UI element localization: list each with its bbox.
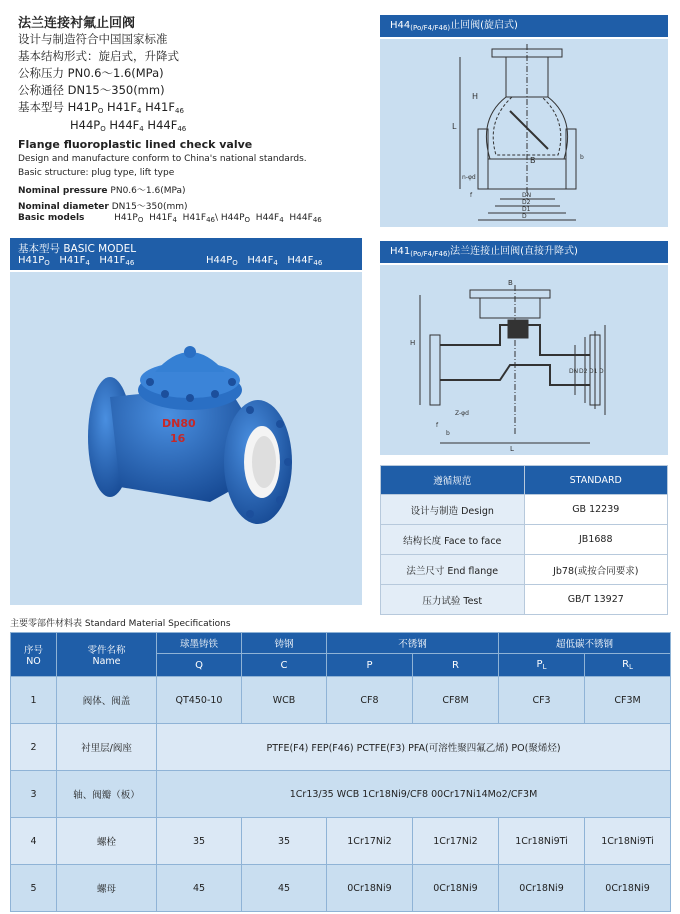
diagram2-drawing <box>380 265 668 455</box>
cell: 45 <box>157 865 242 912</box>
standard-label: 压力试验 Test <box>381 585 525 615</box>
cell-span: PTFE(F4) FEP(F46) PCTFE(F3) PFA(可溶性聚四氟乙烯) PO(聚烯烃) <box>157 724 671 771</box>
standard-value: GB/T 13927 <box>524 585 668 615</box>
model-sub: O <box>232 259 238 267</box>
model-code: \ H44P <box>215 213 245 223</box>
dim-label: f <box>436 422 439 429</box>
sub-part: /F <box>421 250 428 258</box>
cell: 1Cr17Ni2 <box>327 818 413 865</box>
model-sub: 46 <box>313 259 323 267</box>
sub-part: o <box>416 24 422 32</box>
header-no-en: NO <box>26 656 41 667</box>
header-name-en: Name <box>92 656 121 667</box>
header-lowcarbon: 超低碳不锈钢 <box>499 633 671 654</box>
model-code: H44F <box>289 213 313 223</box>
diagram1-header <box>380 15 668 37</box>
row-no: 5 <box>11 865 57 912</box>
model-sub: O <box>244 216 251 224</box>
model-code: H41P <box>67 100 98 114</box>
diagram2-header <box>380 241 668 263</box>
model-code: H41F <box>107 100 137 114</box>
cell: 0Cr18Ni9 <box>499 865 585 912</box>
dim-label: D1 <box>522 206 531 213</box>
standard-label: 法兰尺寸 End flange <box>381 555 525 585</box>
dim-label: B <box>530 156 536 165</box>
cell: CF8M <box>413 677 499 724</box>
code-pl <box>499 654 585 677</box>
material-caption: 主要零部件材料表 Standard Material Specifications <box>10 619 231 629</box>
model-code: H44F <box>255 213 280 223</box>
model-sub: O <box>100 125 106 133</box>
standard-head-left: 遵循规范 <box>381 466 525 495</box>
standard-value: GB 12239 <box>524 495 668 525</box>
cell: 35 <box>157 818 242 865</box>
sub-part: ) <box>447 250 451 258</box>
model-code: H41P <box>18 255 45 266</box>
model-sub: 4 <box>136 107 142 115</box>
header-cast: 铸钢 <box>242 633 327 654</box>
model-sub: 4 <box>139 125 144 133</box>
cell: WCB <box>242 677 327 724</box>
row-name: 螺栓 <box>57 818 157 865</box>
structure-en: Basic structure: plug type, lift type <box>18 168 175 178</box>
dim-label: D2 <box>522 199 531 206</box>
table-row <box>11 724 671 771</box>
dim-label: f <box>470 192 473 199</box>
pressure-value-en: PN0.6～1.6(MPa) <box>110 186 186 196</box>
cell: 0Cr18Ni9 <box>413 865 499 912</box>
dim-label: b <box>446 430 450 437</box>
structure-cn: 基本结构形式：旋启式，升降式 <box>18 49 179 63</box>
dim-label: D <box>599 368 604 375</box>
diameter-value-en: DN15～350(mm) <box>111 202 188 212</box>
model-list-right <box>206 255 322 267</box>
header-no <box>11 633 57 677</box>
code-pl-sub: L <box>542 663 547 671</box>
standard-value: JB1688 <box>524 525 668 555</box>
dim-label: Z-φd <box>455 410 469 417</box>
sub-part: /F <box>432 24 439 32</box>
row-name: 轴、阀瓣（板） <box>57 771 157 818</box>
diagram2-title-model: H41 <box>390 246 411 257</box>
dim-label: D2 <box>579 368 588 375</box>
model-sub: O <box>44 259 50 267</box>
model-sub: O <box>137 216 144 224</box>
check-valve-icon <box>10 272 362 605</box>
models-cn-line1 <box>18 100 184 119</box>
lift-valve-drawing <box>380 265 668 455</box>
row-name: 螺母 <box>57 865 157 912</box>
models-label-cn: 基本型号 <box>18 100 64 114</box>
cell-span: 1Cr13/35 WCB 1Cr18Ni9/CF8 00Cr17Ni14Mo2/CF3M <box>157 771 671 818</box>
dim-label: D1 <box>589 368 598 375</box>
model-sub: 46 <box>125 259 135 267</box>
model-sub: 4 <box>85 259 90 267</box>
pressure-en <box>18 183 186 196</box>
sub-part: /F <box>432 250 439 258</box>
model-sub: 46 <box>206 216 215 224</box>
model-code: H41F <box>59 255 86 266</box>
table-row <box>11 677 671 724</box>
table-row <box>11 771 671 818</box>
header-stainless: 不锈钢 <box>327 633 499 654</box>
sub-part: 4 <box>427 24 433 32</box>
diameter-en <box>18 199 188 212</box>
standard-cn: 设计与制造符合中国国家标准 <box>18 32 168 46</box>
diagram1-title-sub <box>410 24 450 32</box>
models-label-en: Basic models <box>18 213 85 223</box>
cell: 45 <box>242 865 327 912</box>
diameter-cn: 公称通径 DN15～350(mm) <box>18 83 165 97</box>
table-row <box>11 865 671 912</box>
models-en <box>18 213 322 224</box>
cell: 1Cr18Ni9Ti <box>585 818 671 865</box>
table-row <box>11 818 671 865</box>
standard-table <box>380 465 668 615</box>
cell: CF3M <box>585 677 671 724</box>
dim-label: H <box>472 92 479 101</box>
model-code: H44F <box>109 118 140 132</box>
dim-label: n-φd <box>462 174 476 181</box>
standard-label: 结构长度 Face to face <box>381 525 525 555</box>
model-sub: 4 <box>273 259 278 267</box>
basic-model-header <box>10 238 362 270</box>
row-name: 阀体、阀盖 <box>57 677 157 724</box>
pressure-label-en: Nominal pressure <box>18 186 108 196</box>
models-cn-line2 <box>70 118 186 137</box>
diagram2-title-sub <box>410 250 450 258</box>
dim-label: DN <box>522 192 532 199</box>
sub-part: (P <box>410 250 417 258</box>
model-code: H44P <box>206 255 233 266</box>
model-code: H41F <box>99 255 126 266</box>
code-rl <box>585 654 671 677</box>
code-pl-main: P <box>536 659 543 670</box>
code-q: Q <box>157 654 242 677</box>
cell: 1Cr17Ni2 <box>413 818 499 865</box>
sub-part: /F <box>421 24 428 32</box>
model-sub: 46 <box>177 125 187 133</box>
diagram1-drawing <box>380 39 668 227</box>
model-sub: 4 <box>172 216 177 224</box>
page-title: 法兰连接衬氟止回阀 <box>18 16 136 31</box>
model-sub: O <box>97 107 104 115</box>
row-name: 衬里层/阀座 <box>57 724 157 771</box>
material-table <box>10 632 671 912</box>
diagram1-title-text: 止回阀(旋启式) <box>450 20 518 31</box>
dim-label: L <box>452 122 457 131</box>
model-code: H44P <box>70 118 101 132</box>
code-rl-main: R <box>622 659 630 670</box>
cell: CF3 <box>499 677 585 724</box>
model-code: H44F <box>287 255 314 266</box>
sub-part: 46 <box>438 24 448 32</box>
cell: 0Cr18Ni9 <box>585 865 671 912</box>
model-sub: 46 <box>312 216 322 224</box>
model-code: H41P <box>114 213 138 223</box>
basic-model-title: 基本型号 BASIC MODEL <box>18 243 137 255</box>
sub-part: 46 <box>438 250 448 258</box>
dim-label: D <box>522 213 527 220</box>
row-no: 2 <box>11 724 57 771</box>
sub-part: o <box>416 250 422 258</box>
diameter-label-en: Nominal diameter <box>18 202 109 212</box>
code-rl-sub: L <box>629 663 633 671</box>
model-code: H44F <box>147 118 178 132</box>
dim-label: b <box>580 154 584 161</box>
dim-label: B <box>508 279 513 287</box>
model-code: H44F <box>247 255 274 266</box>
dim-label: H <box>410 339 416 347</box>
model-code: H41F <box>182 213 207 223</box>
valve-mark-size: DN80 <box>162 417 196 430</box>
cell: 35 <box>242 818 327 865</box>
row-no: 4 <box>11 818 57 865</box>
row-no: 3 <box>11 771 57 818</box>
code-r: R <box>413 654 499 677</box>
model-sub: 4 <box>279 216 284 224</box>
standard-head-right: STANDARD <box>524 466 668 495</box>
cell: 1Cr18Ni9Ti <box>499 818 585 865</box>
header-ductile: 球墨铸铁 <box>157 633 242 654</box>
swing-valve-drawing <box>380 39 668 227</box>
header-no-cn: 序号 <box>23 645 43 656</box>
model-code: H41F <box>145 100 175 114</box>
header-name-cn: 零件名称 <box>87 645 126 656</box>
cell: CF8 <box>327 677 413 724</box>
standard-en: Design and manufacture conform to China's national standards. <box>18 154 307 164</box>
cell: QT450-10 <box>157 677 242 724</box>
code-p: P <box>327 654 413 677</box>
title-en: Flange fluoroplastic lined check valve <box>18 138 253 151</box>
cell: 0Cr18Ni9 <box>327 865 413 912</box>
dim-label: DN <box>569 368 579 375</box>
dim-label: L <box>510 445 514 453</box>
model-list-left <box>18 255 134 267</box>
diagram1-title-model: H44 <box>390 20 411 31</box>
sub-part: ) <box>447 24 451 32</box>
pressure-cn: 公称压力 PN0.6～1.6(MPa) <box>18 66 164 80</box>
code-c: C <box>242 654 327 677</box>
model-code: H41F <box>149 213 173 223</box>
sub-part: (P <box>410 24 417 32</box>
sub-part: 4 <box>427 250 433 258</box>
diagram2-title-text: 法兰连接止回阀(直接升降式) <box>450 246 578 257</box>
standard-label: 设计与制造 Design <box>381 495 525 525</box>
standard-value: Jb78(或按合同要求) <box>524 555 668 585</box>
row-no: 1 <box>11 677 57 724</box>
valve-mark-pressure: 16 <box>170 432 186 445</box>
valve-photo <box>10 272 362 605</box>
model-sub: 46 <box>174 107 184 115</box>
header-name <box>57 633 157 677</box>
